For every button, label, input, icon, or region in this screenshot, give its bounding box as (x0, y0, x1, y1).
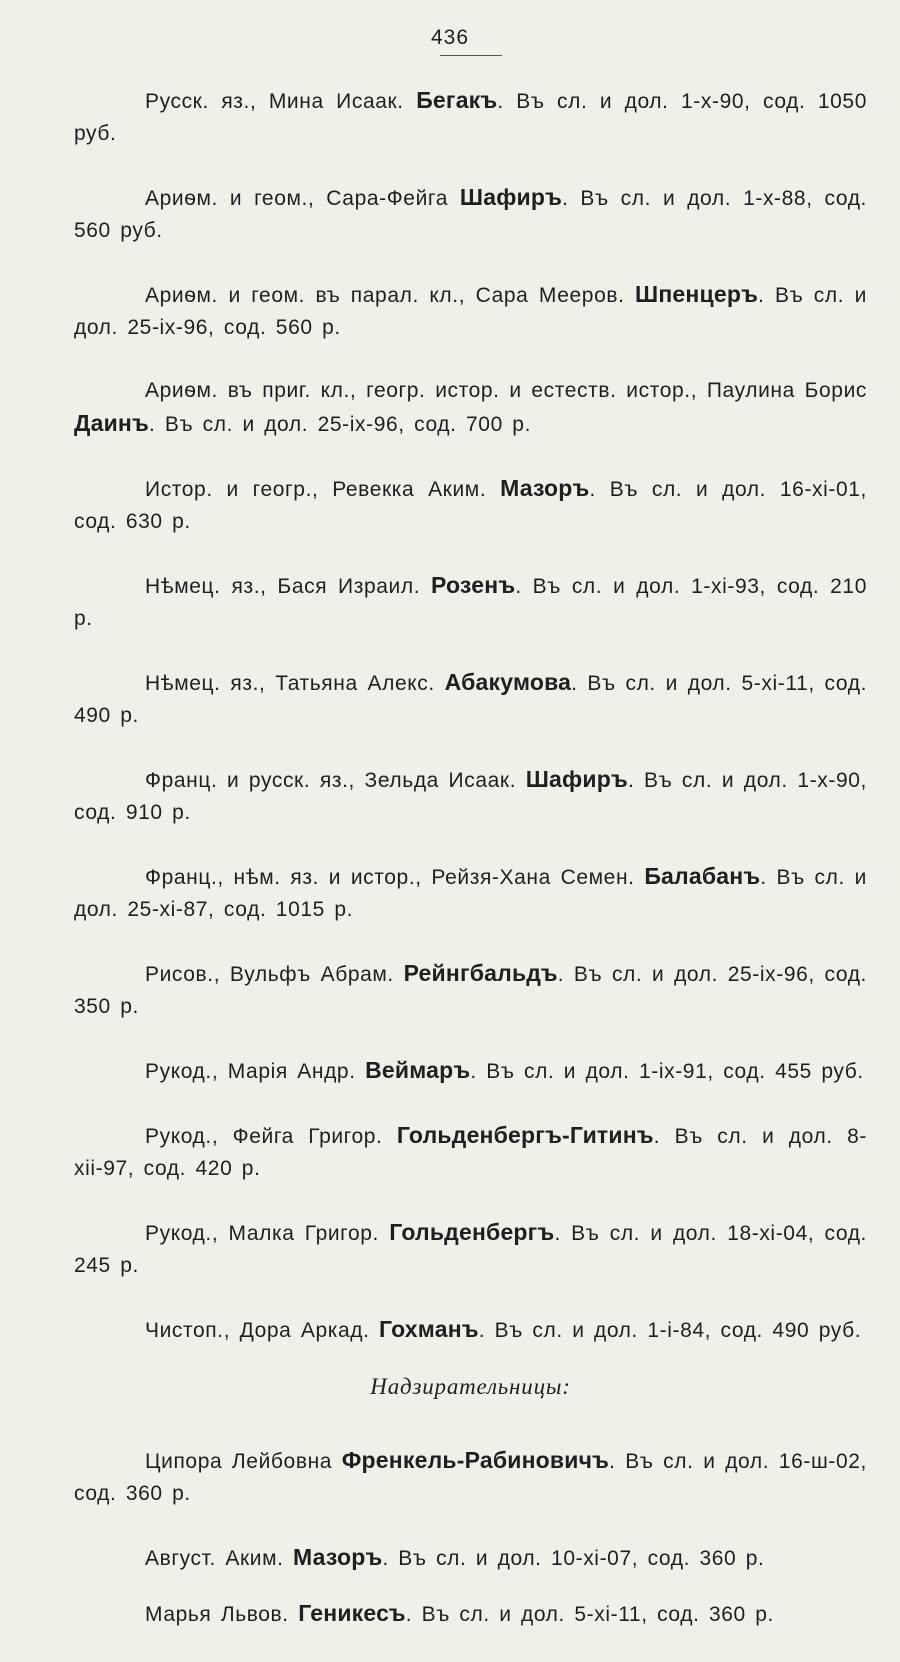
staff-entry (74, 1541, 867, 1575)
entry-position-and-name: Ариѳм. и геом. въ парал. кл., Сара Мееров. (145, 284, 636, 307)
entry-surname: Мазоръ (500, 475, 590, 501)
staff-list (74, 84, 867, 1662)
entry-position-and-name: Истор. и геогр., Ревекка Аким. (145, 478, 501, 501)
staff-entry (74, 1216, 867, 1282)
entry-service-details: . Въ сл. и дол. 25-іх-96, сод. 700 р. (148, 413, 531, 436)
entry-service-details: . Въ сл. и дол. 18-хі-04, сод. 245 р. (74, 1222, 867, 1277)
staff-entry (74, 181, 867, 247)
page-number: 436 (430, 26, 470, 49)
entry-surname: Френкель-Рабиновичъ (341, 1447, 610, 1473)
entry-service-details: . Въ сл. и дол. 1-хі-93, сод. 210 р. (74, 575, 867, 630)
section-heading-supervisors: Надзирательницы: (370, 1374, 571, 1399)
entry-surname: Шафиръ (459, 184, 563, 210)
entry-surname: Геникесъ (298, 1600, 406, 1626)
supervisors-list (74, 1444, 867, 1631)
entry-surname: Гольденбергъ (389, 1219, 555, 1245)
entry-position-and-name: Франц. и русск. яз., Зельда Исаак. (145, 769, 526, 792)
entry-position-and-name: Рукод., Малка Григор. (145, 1222, 390, 1245)
entry-position-and-name: Нѣмец. яз., Бася Израил. (145, 575, 432, 598)
entry-surname: Шпенцеръ (635, 281, 759, 307)
staff-entry (74, 84, 867, 150)
entry-service-details: . Въ сл. и дол. 25-іх-96, сод. 560 р. (74, 284, 867, 339)
entry-surname: Рейнгбальдъ (403, 960, 558, 986)
entry-position-and-name: Рукод., Фейга Григор. (145, 1125, 397, 1148)
entry-service-details: . Въ сл. и дол. 5-хі-11, сод. 490 р. (74, 672, 867, 727)
entry-service-details: . Въ сл. и дол. 16-ш-02, сод. 360 р. (74, 1450, 867, 1505)
entry-position-and-name: Франц., нѣм. яз. и истор., Рейзя-Хана Семен. (145, 866, 645, 889)
staff-entry (74, 569, 867, 635)
staff-entry (74, 1313, 867, 1347)
staff-entry (74, 1597, 867, 1631)
staff-entry (74, 763, 867, 829)
entry-position-and-name: Ариѳм. въ приг. кл., геогр. истор. и естеств. истор., Паулина Борис (145, 379, 867, 402)
entry-position-and-name: Ариѳм. и геом., Сара-Фейга (145, 187, 460, 210)
entry-surname: Гохманъ (379, 1316, 479, 1342)
entry-position-and-name: Русск. яз., Мина Исаак. (145, 90, 417, 113)
entry-surname: Бегакъ (416, 87, 498, 113)
entry-position-and-name: Нѣмец. яз., Татьяна Алекс. (145, 672, 445, 695)
entry-surname: Гольденбергъ-Гитинъ (396, 1122, 654, 1148)
entry-surname: Даинъ (74, 410, 149, 436)
staff-entry (74, 278, 867, 344)
staff-entry (74, 666, 867, 732)
entry-service-details: . Въ сл. и дол. 5-хі-11, сод. 360 р. (405, 1603, 774, 1626)
entry-surname: Веймаръ (365, 1057, 471, 1083)
staff-entry (74, 1444, 867, 1510)
entry-service-details: . Въ сл. и дол. 16-хі-01, сод. 630 р. (74, 478, 867, 533)
entry-position-and-name: Рисов., Вульфъ Абрам. (145, 963, 404, 986)
entry-surname: Шафиръ (525, 766, 628, 792)
entry-service-details: . Въ сл. и дол. 25-хі-87, сод. 1015 р. (74, 866, 867, 921)
entry-surname: Абакумова (444, 669, 572, 695)
staff-entry (74, 472, 867, 538)
entry-surname: Розенъ (431, 572, 516, 598)
entry-service-details: . Въ сл. и дол. 25-іх-96, сод. 350 р. (74, 963, 867, 1018)
staff-entry (74, 957, 867, 1023)
entry-position-and-name: Рукод., Марія Андр. (145, 1060, 366, 1083)
entry-service-details: . Въ сл. и дол. 1-х-88, сод. 560 руб. (74, 187, 867, 242)
entry-service-details: . Въ сл. и дол. 1-іх-91, сод. 455 руб. (470, 1060, 864, 1083)
entry-service-details: . Въ сл. и дол. 1-і-84, сод. 490 руб. (478, 1319, 862, 1342)
staff-entry (74, 375, 867, 441)
entry-service-details: . Въ сл. и дол. 8-хіі-97, сод. 420 р. (74, 1125, 867, 1180)
entry-service-details: . Въ сл. и дол. 10-хі-07, сод. 360 р. (382, 1547, 765, 1570)
teachers-list (74, 84, 867, 1347)
entry-position-and-name: Чистоп., Дора Аркад. (145, 1319, 380, 1342)
entry-position-and-name: Август. Аким. (145, 1547, 293, 1570)
entry-position-and-name: Марья Львов. (145, 1603, 299, 1626)
entry-surname: Балабанъ (644, 863, 761, 889)
page-number-rule (440, 55, 502, 56)
staff-entry (74, 1054, 867, 1088)
staff-entry (74, 1119, 867, 1185)
entry-service-details: . Въ сл. и дол. 1-х-90, сод. 910 р. (74, 769, 867, 824)
entry-service-details: . Въ сл. и дол. 1-х-90, сод. 1050 руб. (74, 90, 867, 145)
entry-position-and-name: Ципора Лейбовна (145, 1450, 342, 1473)
staff-entry (74, 860, 867, 926)
entry-surname: Мазоръ (292, 1544, 383, 1570)
